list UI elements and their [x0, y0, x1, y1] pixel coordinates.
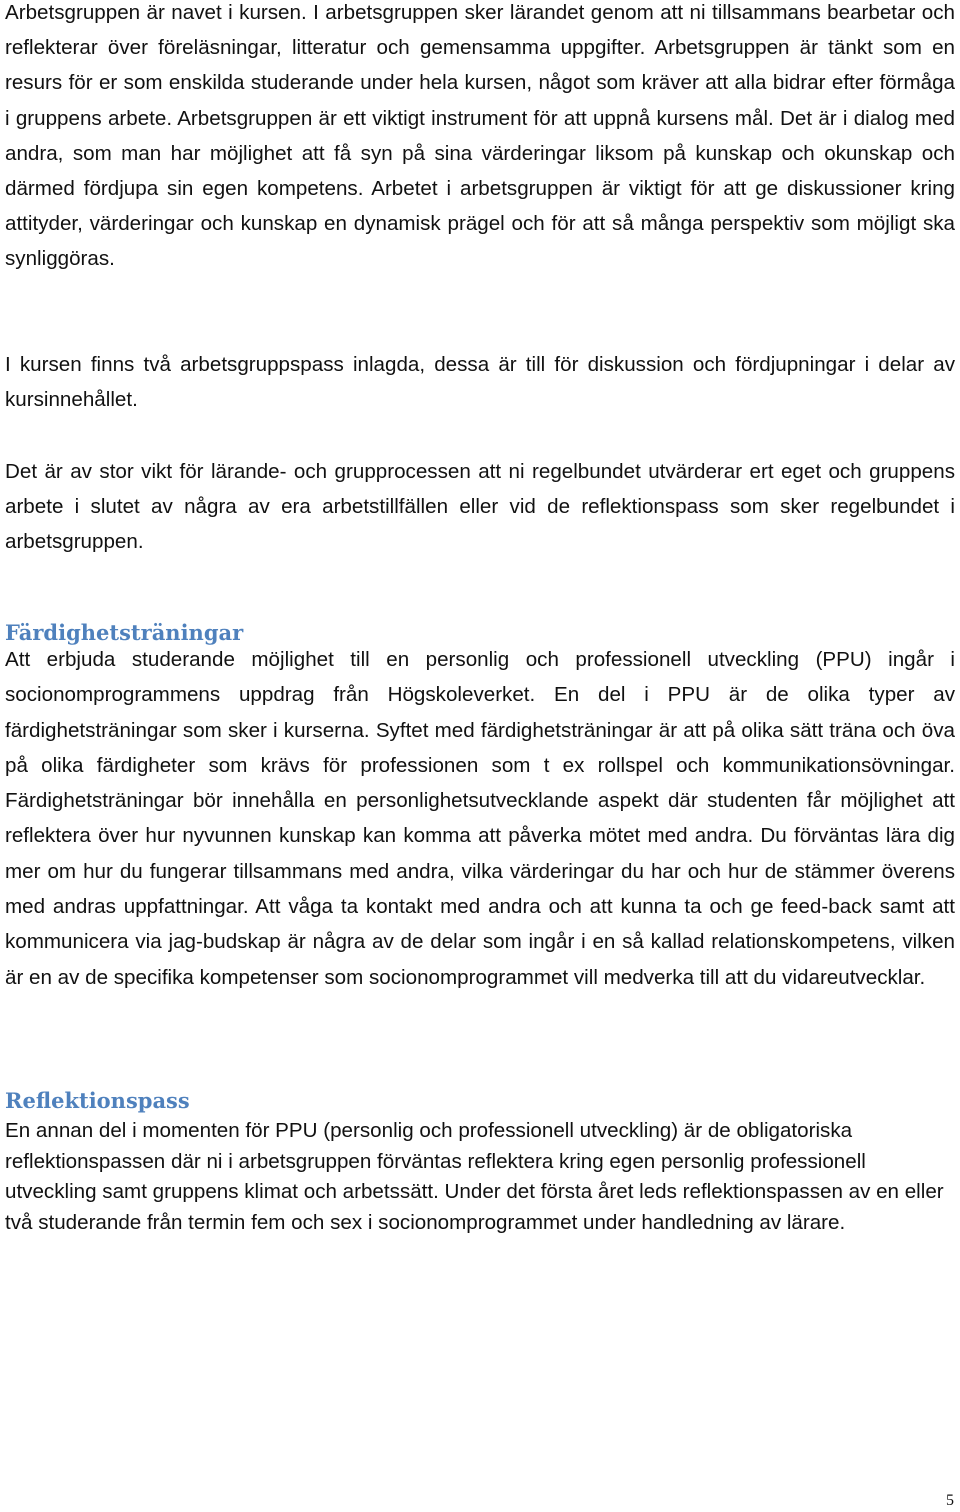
section-body-reflektionspass: En annan del i momenten för PPU (personlig och professionell utveckling) är de obligatoriska reflektionspassen där ni i arbetsgruppen förväntas reflektera kring egen personlig professionell utveckling samt gruppens klimat och arbetssätt. Under det första året leds reflektionspassen av en eller två studerande från termin fem och sex i socionomprogrammet under handledning av lärare. [5, 1119, 944, 1234]
body-paragraph-arbetsgruppen: Arbetsgruppen är navet i kursen. I arbetsgruppen sker lärandet genom att ni tillsammans bearbetar och reflekterar över föreläsningar, litteratur och gemensamma uppgifter. Arbetsgruppen är tänkt som en resurs för er som enskilda studerande under hela kursen, något som kräver att alla bidrar efter förmåga i gruppens arbete. Arbetsgruppen är ett viktigt instrument för att uppnå kursens mål. Det är i dialog med andra, som man har möjlighet att få syn på sina värderingar liksom på kunskap och okunskap och därmed fördjupa sin egen kompetens. Arbetet i arbetsgruppen är viktigt för att ge diskussioner kring attityder, värderingar och kunskap en dynamisk prägel och för att så många perspektiv som möjligt ska synliggöras. [5, 1, 955, 271]
section-heading-reflektionspass: Reflektionspass [5, 1088, 190, 1113]
body-paragraph-arbetsgruppspass: I kursen finns två arbetsgruppspass inlagda, dessa är till för diskussion och fördjupningar i delar av kursinnehållet. [5, 353, 955, 412]
page-number: 5 [946, 1492, 954, 1509]
section-heading-fardighetstraningar: Färdighetsträningar [5, 620, 244, 645]
body-paragraph-utvardering: Det är av stor vikt för lärande- och grupprocessen att ni regelbundet utvärderar ert eget och gruppens arbete i slutet av några av era arbetstillfällen eller vid de reflektionspass som sker regelbundet i arbetsgruppen. [5, 460, 955, 554]
section-body-fardighetstraningar: Att erbjuda studerande möjlighet till en personlig och professionell utveckling (PPU) ingår i socionomprogrammens uppdrag från Högskoleverket. En del i PPU är de olika typer av färdighetsträningar som sker i kurserna. Syftet med färdighetsträningar är att på olika sätt träna och öva på olika färdigheter som krävs för professionen som t ex rollspel och kommunikationsövningar. Färdighetsträningar bör innehålla en personlighetsutvecklande aspekt där studenten får möjlighet att reflektera över hur nyvunnen kunskap kan komma att påverka mötet med andra. Du förväntas lära dig mer om hur du fungerar tillsammans med andra, vilka värderingar du har och hur de stämmer överens med andras uppfattningar. Att våga ta kontakt med andra och att kunna ta och ge feed-back samt att kommunicera via jag-budskap är några av de delar som ingår i en så kallad relationskompetens, vilken är en av de specifika kompetenser som socionomprogrammet vill medverka till att du vidareutvecklar. [5, 648, 955, 989]
